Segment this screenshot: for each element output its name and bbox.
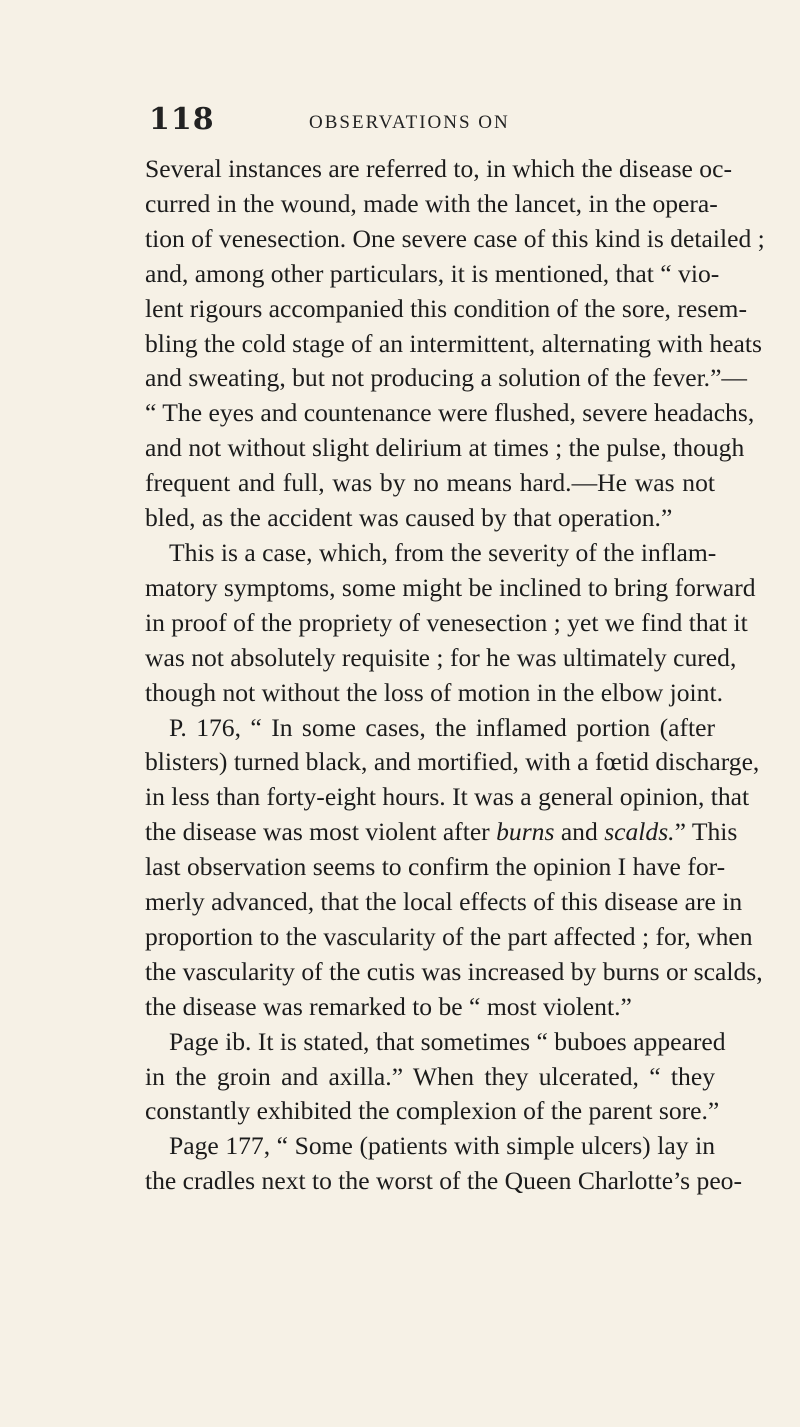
text-line: was not absolutely requisite ; for he was ultimately cured, <box>145 642 737 672</box>
italic-word-scalds: scalds. <box>604 817 675 847</box>
paragraph-start-line: This is a case, which, from the severity of the inflam- <box>169 537 717 567</box>
text-line: in less than forty-eight hours. It was a general opinion, that <box>145 782 750 812</box>
text-line: proportion to the vascularity of the part affected ; for, when <box>145 921 753 951</box>
text-line: and not without slight delirium at times ; the pulse, though <box>145 433 745 463</box>
text-line: Several instances are referred to, in which the disease oc- <box>145 154 732 183</box>
text-line: constantly exhibited the complexion of the parent sore.” <box>145 1096 720 1126</box>
text-line: the disease was remarked to be “ most violent.” <box>145 991 632 1021</box>
text-segment: and <box>554 817 605 847</box>
paragraph-start-line: Page ib. It is stated, that sometimes “ buboes appeared <box>169 1026 726 1056</box>
paragraph-start-line: Page 177, “ Some (patients with simple ulcers) lay in <box>169 1131 715 1161</box>
text-line: the cradles next to the worst of the Queen Charlotte’s peo- <box>145 1166 743 1196</box>
text-segment: ” This <box>674 817 738 847</box>
text-line: and sweating, but not producing a solution of the fever.”— <box>145 363 748 393</box>
body-text <box>145 152 765 1199</box>
text-line: bled, as the accident was caused by that operation.” <box>145 503 673 533</box>
text-line: last observation seems to confirm the opinion I have for- <box>145 852 726 882</box>
text-line: blisters) turned black, and mortified, with a fœtid discharge, <box>145 747 760 777</box>
italic-word-burns: burns <box>496 817 555 847</box>
page-number: 118 <box>149 102 215 137</box>
running-head: OBSERVATIONS ON <box>309 112 510 133</box>
text-line: the vascularity of the cutis was increased by burns or scalds, <box>145 956 763 986</box>
text-line: “ The eyes and countenance were flushed, severe headachs, <box>145 398 755 428</box>
text-line: matory symptoms, some might be inclined to bring forward <box>145 572 756 602</box>
text-line: in the groin and axilla.” When they ulcerated, “ they <box>145 1061 715 1091</box>
paragraph-start-line: P. 176, “ In some cases, the inflamed portion (after <box>169 712 715 742</box>
text-line: merly advanced, that the local effects of this disease are in <box>145 887 743 917</box>
text-line: lent rigours accompanied this condition of the sore, resem- <box>145 293 747 323</box>
text-line: frequent and full, was by no means hard.—He was not <box>145 468 715 498</box>
text-line: curred in the wound, made with the lancet, in the opera- <box>145 188 718 218</box>
text-line: though not without the loss of motion in the elbow joint. <box>145 677 723 707</box>
text-line-with-italics <box>145 815 738 850</box>
text-line: in proof of the propriety of venesection ; yet we find that it <box>145 607 748 637</box>
text-line: tion of venesection. One severe case of this kind is detailed ; <box>145 223 765 253</box>
text-segment: the disease was most violent after <box>145 817 497 847</box>
text-line: bling the cold stage of an intermittent, alternating with heats <box>145 328 762 358</box>
text-line: and, among other particulars, it is mentioned, that “ vio- <box>145 258 720 288</box>
page-header <box>149 102 709 142</box>
